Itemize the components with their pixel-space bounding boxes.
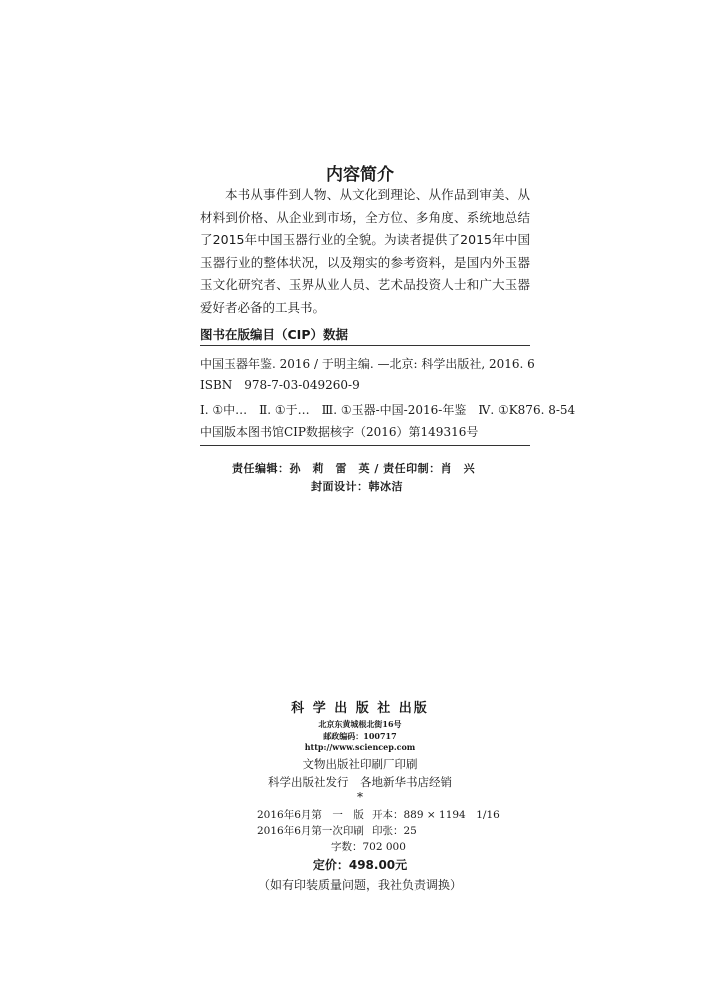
- printing-info: 2016年6月第一次印刷: [257, 825, 364, 837]
- distributor-line: 科学出版社发行 各地新华书店经销: [268, 775, 452, 789]
- intro-paragraph: [200, 184, 530, 319]
- section-heading: 内容简介: [326, 165, 394, 185]
- price-line: 定价：498.00元: [312, 858, 408, 872]
- cip-line-isbn: ISBN 978-7-03-049260-9: [200, 378, 360, 392]
- intro-text: 本书从事件到人物、从文化到理论、从作品到审美、从材料到价格、从企业到市场，全方位、多角度、系统地总结了2015年中国玉器行业的全貌。为读者提供了2015年中国玉器行业的整体状况，以及翔实的参考资料，是国内外玉器玉文化研究者、玉界从业人员、艺术品投资人士和广大玉器爱好者必备的工具书。: [200, 187, 530, 315]
- quality-notice: （如有印装质量问题，我社负责调换）: [257, 878, 462, 892]
- printer-line: 文物出版社印刷厂印刷: [302, 757, 418, 771]
- cip-bottom-rule: [200, 445, 530, 446]
- cip-heading: 图书在版编目（CIP）数据: [200, 327, 348, 342]
- publisher-address: 北京东黄城根北街16号: [318, 719, 402, 729]
- publisher-name: 科 学 出 版 社 出版: [291, 701, 429, 716]
- cip-line-title: 中国玉器年鉴. 2016 / 于明主编. —北京: 科学出版社, 2016. 6: [200, 357, 535, 371]
- sheets-info: 印张：25: [372, 825, 417, 837]
- edition-info: 2016年6月第 一 版: [257, 809, 364, 821]
- separator-star: *: [357, 790, 363, 804]
- editor-credits: 责任编辑：孙 莉 雷 英 / 责任印制：肖 兴: [232, 462, 476, 475]
- format-info: 开本：889 × 1194 1/16: [372, 809, 500, 821]
- cip-line-record: 中国版本图书馆CIP数据核字（2016）第149316号: [200, 425, 479, 439]
- word-count: 字数：702 000: [331, 841, 406, 853]
- publisher-url: http://www.sciencep.com: [304, 742, 416, 752]
- cip-top-rule: [200, 345, 530, 346]
- cip-line-classification: Ⅰ. ①中… Ⅱ. ①于… Ⅲ. ①玉器-中国-2016-年鉴 Ⅳ. ①K876. 8-54: [200, 403, 576, 417]
- publisher-postcode: 邮政编码：100717: [323, 731, 397, 741]
- cover-design-credit: 封面设计：韩冰洁: [311, 480, 403, 493]
